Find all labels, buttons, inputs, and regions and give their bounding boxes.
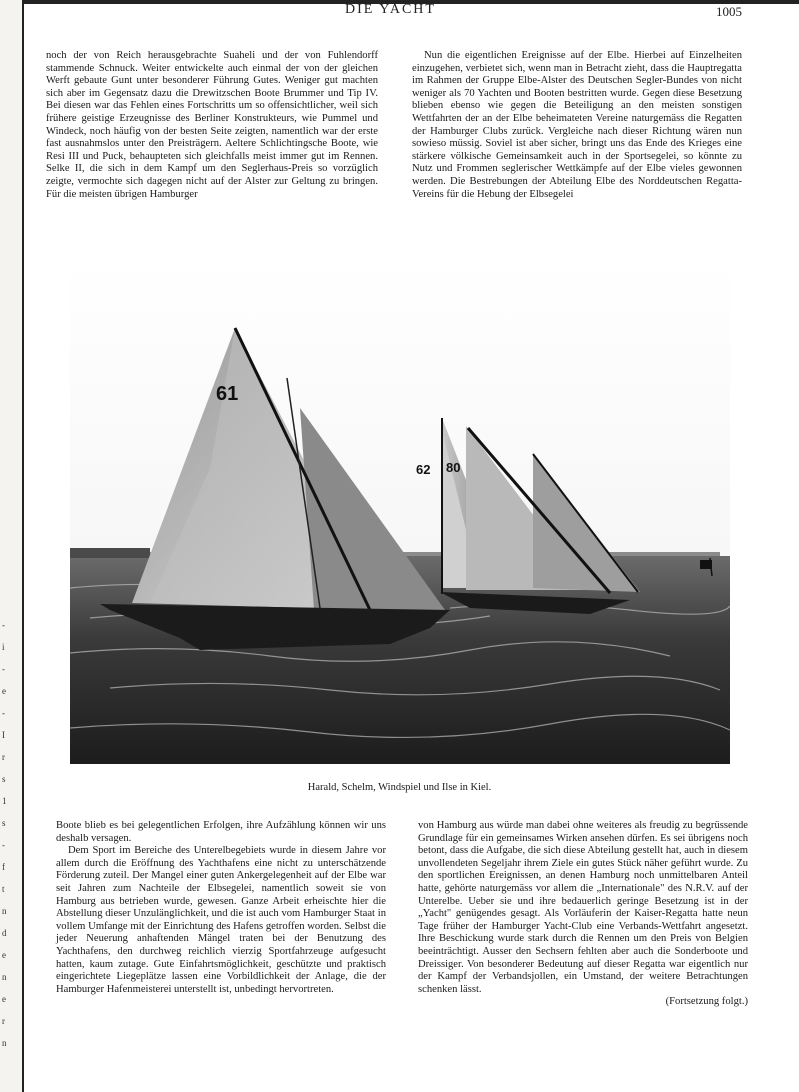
spine-fragment: n bbox=[2, 972, 7, 982]
column-top-left bbox=[46, 50, 378, 201]
spine-fragment: f bbox=[2, 862, 5, 872]
column-top-right bbox=[412, 50, 742, 201]
paragraph: Dem Sport im Bereiche des Unterelbegebiets wurde in diesem Jahre vor allem durch die Eröffnung des Yachthafens eine nicht zu unterschätzende Förderung zuteil. Der Mangel einer guten Ankergelegenheit auf der Elbe war seit Jahren zum Nachteile der Elbsegelei, namentlich soweit sie von Hamburg aus betrieben wurde, gewesen. Ganze Arbeit erheischte hier die Abstellung dieser Unzulänglichkeit, und die ist auch vom Hamburger Staat in vollem Umfange mit der Einrichtung des Hafens getroffen worden. Selbst die jeder Neuerung anhaftenden Mängel traten bei der Benutzung des Yachthafens, den durchweg reichlich vierzig Sportfahrzeuge aufgesucht hatten, kaum zutage. Gute Einfahrtsmöglichkeit, geschützte und praktisch eingerichtete Liegeplätze lassen eine Vorbildlichkeit der Anlage, die der Hamburger Hafenmeisterei unterstellt ist, unbedingt hervortreten. bbox=[56, 845, 386, 995]
spine-fragment: - bbox=[2, 708, 5, 718]
paragraph: Boote blieb es bei gelegentlichen Erfolgen, ihre Aufzählung können wir uns deshalb versagen. bbox=[56, 820, 386, 844]
continuation-note: (Fortsetzung folgt.) bbox=[665, 996, 748, 1008]
sail-number-61: 61 bbox=[216, 383, 239, 405]
page-number: 1005 bbox=[716, 4, 742, 19]
spine-fragment: e bbox=[2, 686, 6, 696]
spine-fragment: - bbox=[2, 620, 5, 630]
sail-number-80: 80 bbox=[446, 460, 461, 475]
spine-fragment: n bbox=[2, 1038, 7, 1048]
paragraph: noch der von Reich herausgebrachte Suaheli und der von Fuhlendorff stammende Schnuck. Weiter entwickelte auch einmal der von der gleichen Werft gebaute Gunt unter besonderer Führung Gutes. Weniger gut machten sich aber im Gegensatz dazu die Drewitzschen Boote Brummer und Tip IV. Bei diesen war das Fehlen eines Fortschritts um so offensichtlicher, weil sich frühere geistige Erzeugnisse des Berliner Konstrukteurs, wie Pummel und Windeck, noch häufig von der besten Seite zeigten, namentlich war der erste fast ausnahmslos unter den Preisträgern. Aeltere Schlichtingsche Boote, wie Resi III und Puck, behaupteten sich gleichfalls meist immer gut im Rennen. Selke II, die sich in dem Kampf um den Seglerhaus-Preis so vorzüglich zeigte, vermochte sich dagegen nicht auf der Alster zur Geltung zu bringen. Für die meisten übrigen Hamburger bbox=[46, 50, 378, 200]
spine-fragment: d bbox=[2, 928, 7, 938]
sail-number-62: 62 bbox=[416, 462, 431, 477]
spine-fragment: s bbox=[2, 774, 6, 784]
spine-fragment: s bbox=[2, 818, 6, 828]
spine-fragment: e bbox=[2, 994, 6, 1004]
spine-fragment: - bbox=[2, 840, 5, 850]
column-bottom-right bbox=[418, 820, 748, 1009]
photo-caption: Harald, Schelm, Windspiel und Ilse in Kiel. bbox=[307, 782, 492, 793]
paragraph: Nun die eigentlichen Ereignisse auf der Elbe. Hierbei auf Einzelheiten einzugehen, verbietet sich, wenn man in Betracht zieht, dass die Hauptregatta im Rahmen der Gruppe Elbe-Alster des Deutschen Segler-Bundes von nicht weniger als 70 Yachten und Booten bestritten wurde. Gegen diese Besetzung blieben ebenso wie gegen die Beteiligung an den meisten sonstigen Wettfahrten der an der Elbe beheimateten Vereine naturgemäss die Regatten der Hamburger Clubs zurück. Vergleiche nach dieser Richtung wären nun sowieso müssig. Soviel ist aber sicher, bringt uns das Ende des Krieges eine stärkere völkische Gemeinsamkeit auch in der Sportsegelei, so könnte zu Nutz und Frommen seglerischer Wettkämpfe auf der Elbe vieles gewonnen werden. Die Bestrebungen der Abteilung Elbe des Norddeutschen Regatta-Vereins für die Hebung der Elbsegelei bbox=[412, 50, 742, 200]
regatta-photograph bbox=[70, 258, 730, 764]
spine-fragment: r bbox=[2, 752, 5, 762]
photo-image bbox=[70, 258, 730, 764]
binding-edge bbox=[0, 0, 24, 1092]
spine-fragment: e bbox=[2, 950, 6, 960]
spine-fragment: t bbox=[2, 884, 5, 894]
running-head: DIE YACHT bbox=[345, 2, 436, 17]
spine-fragment: - bbox=[2, 664, 5, 674]
column-bottom-left bbox=[56, 820, 386, 996]
spine-fragment: n bbox=[2, 906, 7, 916]
spine-fragment: r bbox=[2, 1016, 5, 1026]
paragraph: von Hamburg aus würde man dabei ohne weiteres als freudig zu begrüssende Grundlage für ein gemeinsames Wirken ansehen dürfen. Es sei übrigens noch betont, dass die Aufgabe, die sich diese Abteilung gestellt hat, auch in diesem unvollendeten Segeljahr ihrem Ziele ein gutes Stück näher geführt wurde. Zu den sportlichen Ereignissen, an denen Hamburg noch unmittelbaren Anteil hatte, gehörte naturgemäss vor allem die „Internationale" des N.R.V. auf der Unterelbe. Ueber sie und ihre bedauerlich geringe Besetzung ist in der „Yacht" genügendes gesagt. Als Vorläuferin der Kaiser-Regatta hatte neun Tage früher der Hamburger Yacht-Club eine Verbands-Wettfahrt angesetzt. Ihre Beschickung wurde stark durch die Rennen um den Preis von Belgien beeinträchtigt. Ausser den Sechsern fehlten aber auch die Sonderboote und Dreissiger. Von besonderer Bedeutung auf dieser Regatta war eigentlich nur der Kampf der Verbandsjollen, ein Umstand, der weitere Betrachtungen schenken lässt. bbox=[418, 820, 748, 995]
spine-fragment: I bbox=[2, 730, 5, 740]
spine-fragment: i bbox=[2, 642, 5, 652]
spine-fragment: 1 bbox=[2, 796, 7, 806]
